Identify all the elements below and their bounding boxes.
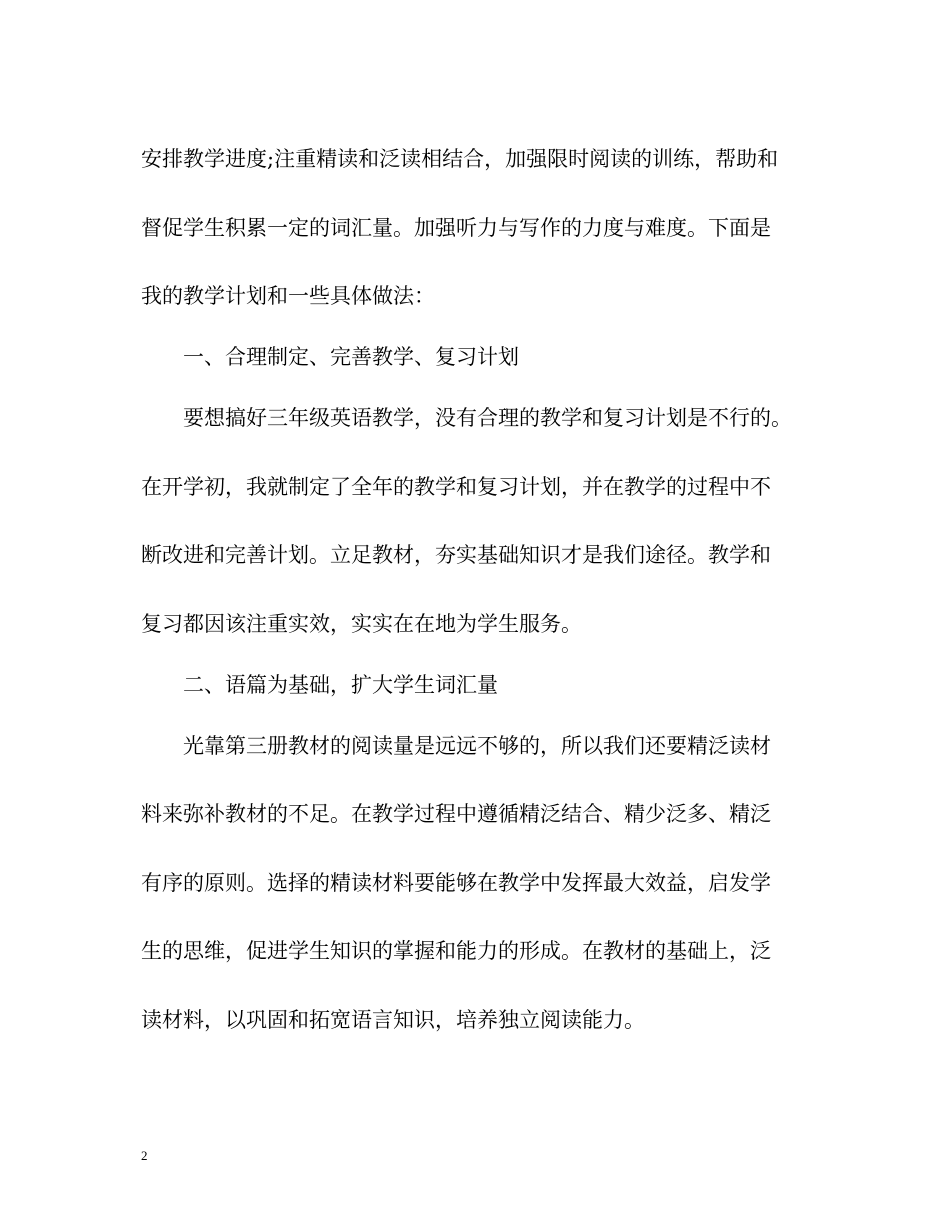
text-line: 复习都因该注重实效，实实在在地为学生服务。 bbox=[141, 611, 582, 636]
text-line: 在开学初，我就制定了全年的教学和复习计划，并在教学的过程中不 bbox=[141, 474, 771, 499]
text-line: 断改进和完善计划。立足教材，夯实基础知识才是我们途径。教学和 bbox=[141, 543, 771, 567]
text-line: 我的教学计划和一些具体做法： bbox=[141, 284, 435, 308]
section-heading-1: 一、合理制定、完善教学、复习计划 bbox=[183, 345, 519, 369]
text-line: 料来弥补教材的不足。在教学过程中遵循精泛结合、精少泛多、精泛 bbox=[141, 802, 771, 826]
section-heading-2: 二、语篇为基础，扩大学生词汇量 bbox=[183, 672, 498, 697]
text-line: 有序的原则。选择的精读材料要能够在教学中发挥最大效益，启发学 bbox=[141, 870, 771, 895]
page-number: 2 bbox=[141, 1148, 148, 1163]
paragraph-start-line: 要想搞好三年级英语教学，没有合理的教学和复习计划是不行的。 bbox=[183, 406, 792, 430]
text-line: 生的思维，促进学生知识的掌握和能力的形成。在教材的基础上，泛 bbox=[141, 939, 771, 963]
paragraph-start-line: 光靠第三册教材的阅读量是远远不够的，所以我们还要精泛读材 bbox=[183, 733, 771, 758]
text-line: 督促学生积累一定的词汇量。加强听力与写作的力度与难度。下面是 bbox=[141, 215, 771, 240]
text-line: 安排教学进度;注重精读和泛读相结合，加强限时阅读的训练，帮助和 bbox=[141, 147, 779, 171]
text-line: 读材料，以巩固和拓宽语言知识，培养独立阅读能力。 bbox=[141, 1007, 645, 1032]
document-body bbox=[141, 139, 811, 1068]
